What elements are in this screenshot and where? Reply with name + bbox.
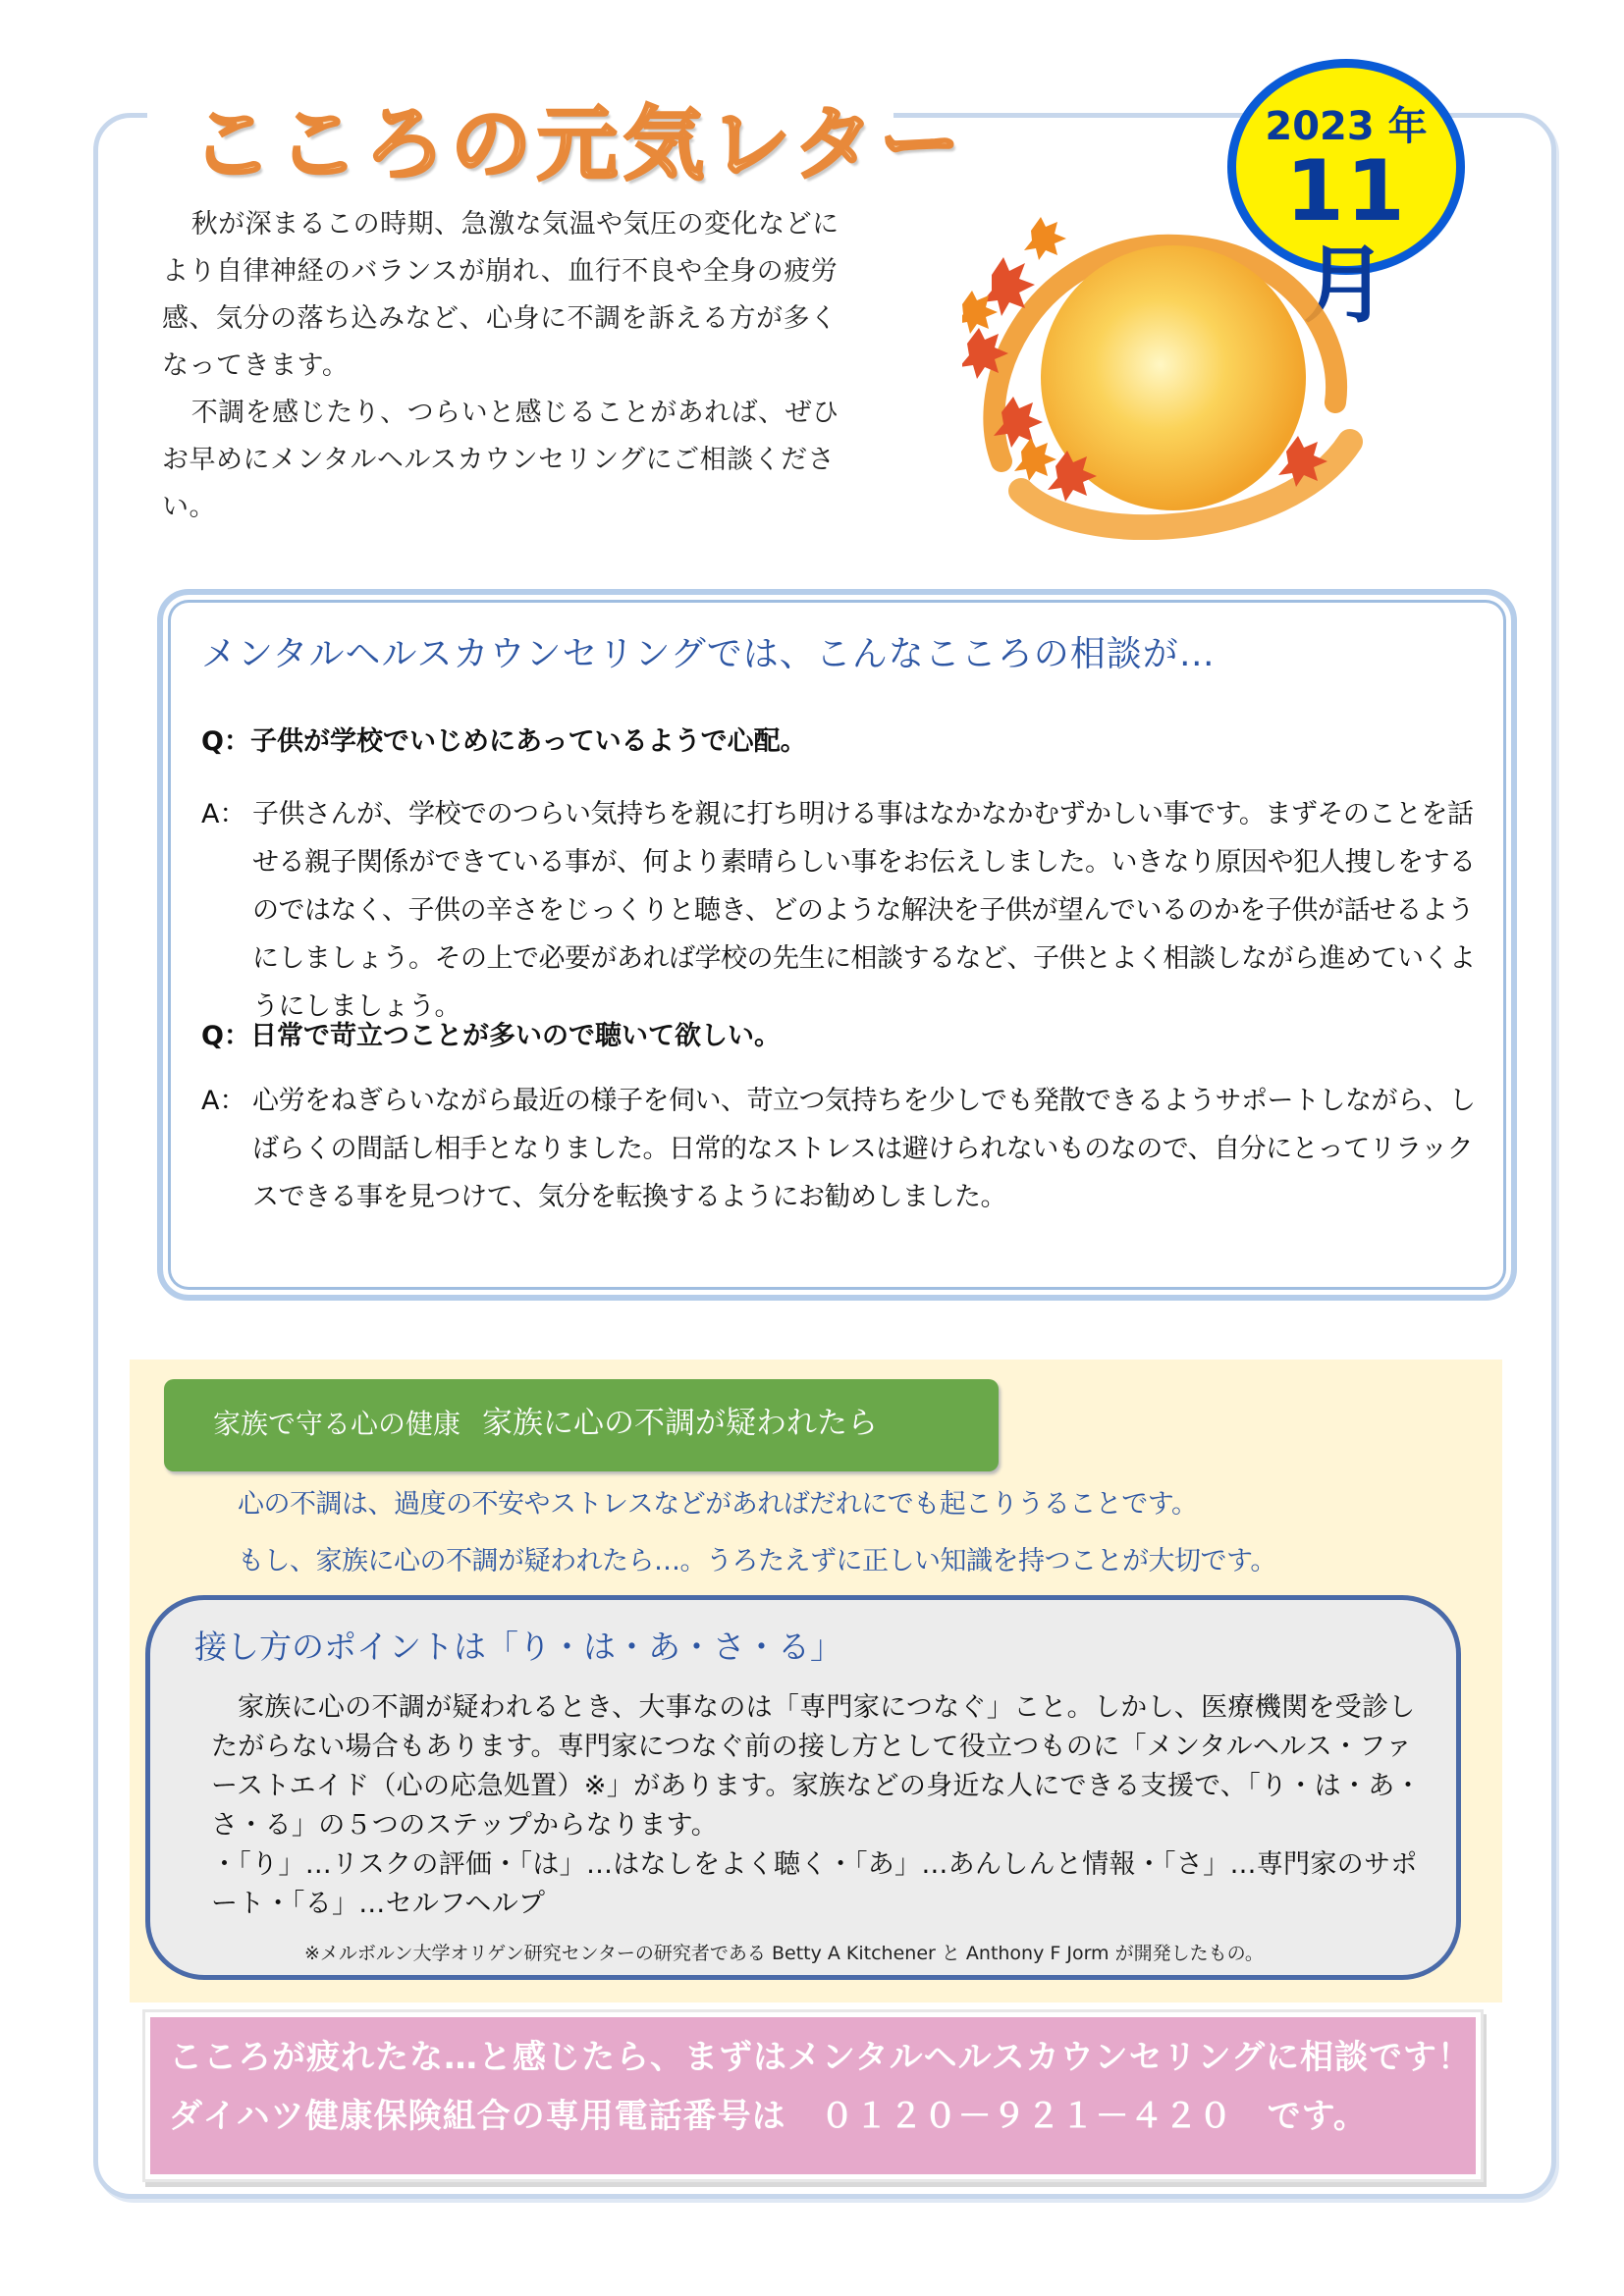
intro-text bbox=[162, 201, 844, 531]
points-title: 接し方のポイントは「り・は・あ・さ・る」 bbox=[194, 1628, 842, 1666]
answer-1 bbox=[201, 790, 1478, 1031]
newsletter-title: こころの元気レター bbox=[191, 98, 966, 191]
question-1: Q：子供が学校でいじめにあっているようで心配。 bbox=[201, 726, 807, 757]
family-title bbox=[213, 1404, 878, 1444]
answer-label: A： bbox=[201, 1086, 246, 1116]
issue-month: 11 月 bbox=[1285, 142, 1407, 335]
question-2: Q：日常で苛立つことが多いので聴いて欲しい。 bbox=[201, 1021, 781, 1051]
answer-text: 心労をねぎらいながら最近の様子を伺い、苛立つ気持ちを少しでも発散できるようサポートしながら、しばらくの間話し相手となりました。日常的なストレスは避けられないものなので、自分にとってリラックスできる事を見つけて、気分を転換するようにお勧めしました。 bbox=[252, 1086, 1476, 1212]
autumn-sun-illustration bbox=[962, 216, 1365, 540]
points-steps: ・「り」…リスクの評価・「は」…はなしをよく聴く・「あ」…あんしんと情報・「さ」…専門家のサポート・「る」…セルフヘルプ bbox=[211, 1849, 1418, 1919]
family-line-1: 心の不調は、過度の不安やストレスなどがあればだれにでも起こりうることです。 bbox=[238, 1489, 1198, 1520]
answer-2 bbox=[201, 1077, 1478, 1221]
points-paragraph: 家族に心の不調が疑われるとき、大事なのは「専門家につなぐ」こと。しかし、医療機関を受診したがらない場合もあります。専門家につなぐ前の接し方として役立つものに「メンタルヘルス・ファーストエイド（心の応急処置）※」があります。家族などの身近な人にできる支援で、「り・は・あ・さ・る」の５つのステップからなります。 bbox=[211, 1692, 1422, 1841]
footnote: ※メルボルン大学オリゲン研究センターの研究者である Betty A Kitchener と Anthony F Jorm が開発したもの。 bbox=[304, 1943, 1264, 1964]
issue-year: 2023 年 bbox=[1265, 104, 1428, 149]
intro-paragraph: 不調を感じたり、つらいと感じることがあれば、ぜひお早めにメンタルヘルスカウンセリングにご相談ください。 bbox=[162, 398, 839, 522]
consultation-heading: メンタルヘルスカウンセリングでは、こんなこころの相談が… bbox=[201, 634, 1216, 674]
answer-label: A： bbox=[201, 799, 246, 829]
family-tag: 家族で守る心の健康 bbox=[213, 1408, 461, 1440]
family-line-2: もし、家族に心の不調が疑われたら…。うろたえずに正しい知識を持つことが大切です。 bbox=[238, 1546, 1276, 1576]
answer-text: 子供さんが、学校でのつらい気持ちを親に打ち明ける事はなかなかむずかしい事です。まずそのことを話せる親子関係ができている事が、何より素晴らしい事をお伝えしました。いきなり原因や犯人捜しをするのではなく、子供の辛さをじっくりと聴き、どのような解決を子供が望んでいるのかを子供が話せるようにしましょう。その上で必要があれば学校の先生に相談するなど、子供とよく相談しながら進めていくようにしましょう。 bbox=[252, 799, 1476, 1022]
points-body bbox=[211, 1688, 1434, 1924]
contact-line-1: こころが疲れたな…と感じたら、まずはメンタルヘルスカウンセリングに相談です！ bbox=[169, 2038, 1472, 2077]
family-heading: 家族に心の不調が疑われたら bbox=[482, 1406, 879, 1441]
contact-line-2: ダイハツ健康保険組合の専用電話番号は ０１２０－９２１－４２０ です。 bbox=[169, 2097, 1368, 2136]
intro-paragraph: 秋が深まるこの時期、急激な気温や気圧の変化などにより自律神経のバランスが崩れ、血行不良や全身の疲労感、気分の落ち込みなど、心身に不調を訴える方が多くなってきます。 bbox=[162, 209, 839, 381]
